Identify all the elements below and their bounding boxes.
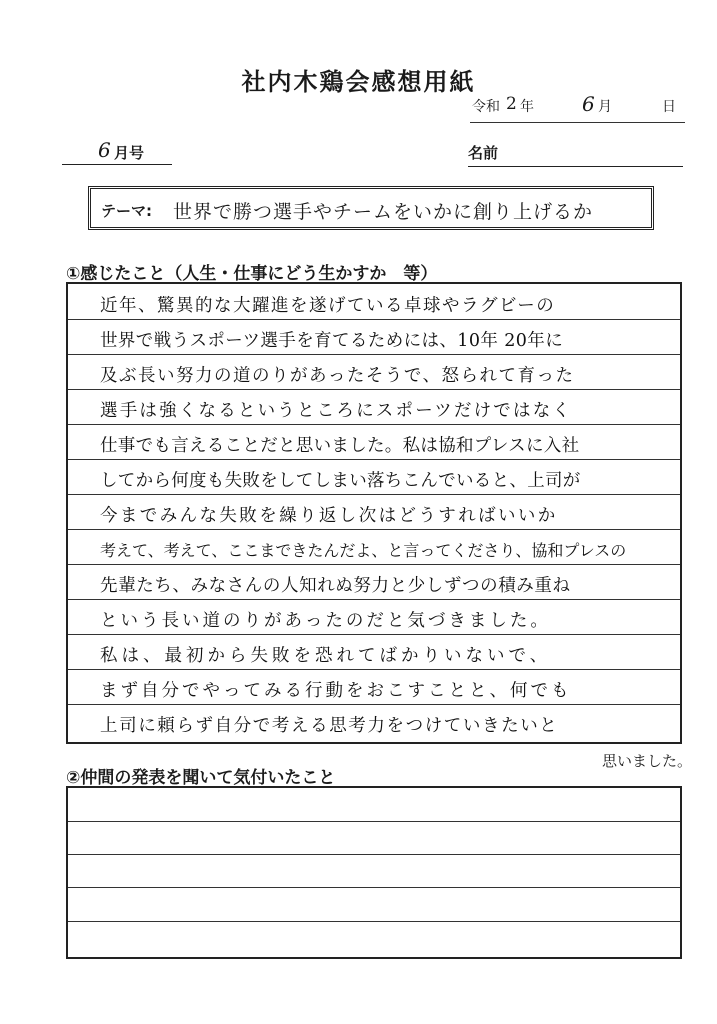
date-month-unit: 月 — [598, 99, 612, 115]
section1-row — [68, 494, 680, 530]
date-month: 6 — [582, 92, 595, 116]
section1-row — [68, 669, 680, 705]
form-title: 社内木鶏会感想用紙 — [241, 68, 476, 96]
handwritten-line: 今までみんな失敗を繰り返し次はどうすればいいか — [100, 506, 558, 526]
handwritten-line: という長い道のりがあったのだと気づきました。 — [100, 611, 551, 631]
theme-text: 世界で勝つ選手やチームをいかに創り上げるか — [173, 201, 594, 223]
handwritten-line: 私は、最初から失敗を恐れてばかりいないで、 — [100, 646, 552, 666]
handwritten-line: 及ぶ長い努力の道のりがあったそうで、怒られて育った — [100, 366, 575, 386]
theme-box — [88, 186, 654, 230]
date-era: 令和 — [472, 99, 500, 115]
handwritten-line: 近年、驚異的な大躍進を遂げている卓球やラグビーの — [100, 296, 556, 316]
section1-row — [68, 529, 680, 565]
handwritten-line: 先輩たち、みなさんの人知れぬ努力と少しずつの積み重ね — [100, 576, 571, 596]
date-underline — [470, 122, 685, 123]
handwritten-line: してから何度も失敗をしてしまい落ちこんでいると、上司が — [100, 471, 581, 491]
section1-row — [68, 599, 680, 635]
section1-row — [68, 704, 680, 742]
section2-heading: ②仲間の発表を聞いて気付いたこと — [66, 768, 336, 788]
handwritten-line: 世界で戦うスポーツ選手を育てるためには、10年 20年に — [100, 331, 564, 351]
section2-box — [66, 786, 682, 959]
section1-row — [68, 389, 680, 425]
issue-label: 月号 — [114, 144, 145, 162]
theme-label: テーマ: — [101, 202, 152, 220]
section1-heading: ①感じたこと（人生・仕事にどう生かすか 等） — [66, 264, 438, 284]
section1-row — [68, 564, 680, 600]
section2-row — [68, 788, 680, 822]
section2-row — [68, 821, 680, 855]
name-underline — [468, 166, 683, 167]
handwritten-line: まず自分でやってみる行動をおこすことと、何でも — [100, 681, 572, 701]
handwritten-line: 考えて、考えて、ここまできたんだよ、と言ってくださり、協和プレスの — [100, 541, 627, 560]
section1-row — [68, 424, 680, 460]
name-field — [468, 140, 683, 168]
section1-row — [68, 354, 680, 390]
section1-row — [68, 284, 680, 320]
handwritten-line: 上司に頼らず自分で考える思考力をつけていきたいと — [100, 716, 559, 736]
date-day-unit: 日 — [662, 99, 676, 115]
date-year: 2 — [506, 94, 517, 114]
section1-box — [66, 282, 682, 744]
name-label: 名前 — [468, 144, 499, 162]
section2-row — [68, 921, 680, 957]
handwritten-overflow: 思いました。 — [602, 752, 693, 770]
date-field — [470, 92, 685, 118]
handwritten-line: 仕事でも言えることだと思いました。私は協和プレスに入社 — [100, 436, 580, 456]
issue-field — [62, 138, 172, 166]
section1-row — [68, 459, 680, 495]
date-year-unit: 年 — [520, 99, 534, 115]
handwritten-line: 選手は強くなるというところにスポーツだけではなく — [100, 401, 573, 421]
section2-row — [68, 854, 680, 888]
section1-row — [68, 319, 680, 355]
issue-underline — [62, 164, 172, 165]
section1-row — [68, 634, 680, 670]
section2-row — [68, 887, 680, 922]
issue-month: 6 — [98, 138, 111, 162]
